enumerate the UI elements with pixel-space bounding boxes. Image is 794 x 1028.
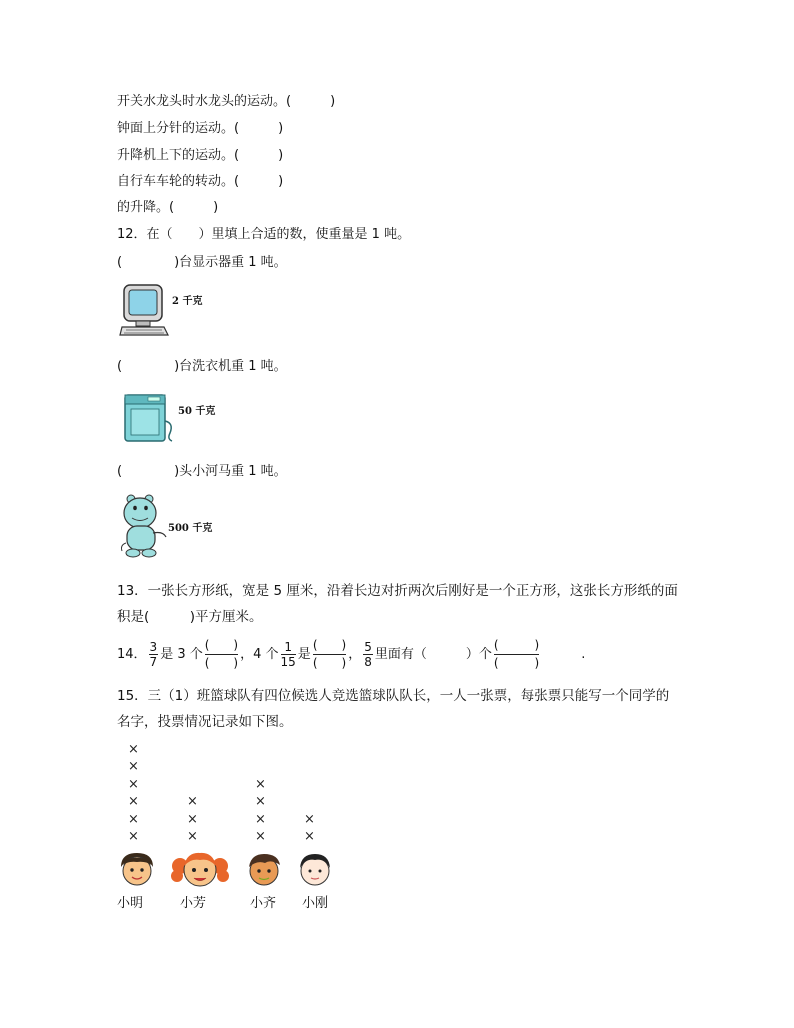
blank-denominator: ( ) [204, 656, 239, 670]
motion-item: 开关水龙头时水龙头的运动。( ) [117, 94, 336, 109]
vote-mark: × [255, 776, 266, 792]
vote-mark: × [128, 829, 139, 844]
boy-face-icon [296, 851, 334, 887]
vote-mark: × [187, 794, 198, 809]
blank-denominator: ( ) [493, 656, 540, 670]
q12-item-hippo: ( )头小河马重 1 吨。 [117, 464, 287, 479]
fraction-3-7 [149, 641, 159, 668]
q12-stem: 12．在（ ）里填上合适的数，使重量是 1 吨。 [117, 227, 411, 242]
answer-fraction-blank [494, 639, 539, 670]
fraction-numerator: 3 [149, 640, 158, 654]
motion-item: 自行车车轮的转动。( ) [117, 174, 284, 189]
blank-numerator: ( ) [205, 639, 238, 655]
vote-mark: × [128, 776, 139, 792]
fraction-5-8 [363, 641, 373, 668]
fraction-numerator: 1 [281, 641, 296, 655]
candidate-name: 小明 [117, 896, 144, 911]
candidate-name: 小刚 [302, 896, 329, 911]
hippo-icon [117, 493, 169, 561]
vote-mark: × [255, 794, 266, 809]
candidate-name: 小齐 [250, 896, 277, 911]
q14-end: . [581, 647, 586, 662]
fraction-denominator: 8 [364, 655, 372, 669]
boy-face-icon [245, 851, 283, 887]
vote-mark: × [128, 741, 139, 757]
blank-numerator: ( ) [494, 639, 539, 655]
vote-mark: × [128, 794, 139, 809]
q13-line1: 13．一张长方形纸，宽是 5 厘米，沿着长边对折两次后刚好是一个正方形，这张长方形纸的面 [117, 583, 678, 599]
fraction-numerator: 5 [364, 640, 372, 654]
vote-mark: × [304, 829, 315, 844]
boy-face-icon [118, 851, 156, 887]
q12-item-monitor: ( )台显示器重 1 吨。 [117, 255, 287, 270]
washing-machine-icon [122, 391, 176, 445]
q14-text: 是 [297, 647, 311, 662]
vote-mark: × [128, 759, 139, 774]
q12-item-washer: ( )台洗衣机重 1 吨。 [117, 359, 287, 374]
computer-monitor-icon [118, 283, 170, 339]
q13-line2: 积是( )平方厘米。 [117, 609, 263, 625]
hippo-weight: 500 千克 [168, 523, 213, 534]
q14-line [117, 636, 585, 674]
blank-denominator: ( ) [312, 656, 347, 670]
washer-weight: 50 千克 [178, 406, 216, 417]
q14-label: 14． [117, 647, 147, 662]
vote-mark: × [255, 829, 266, 844]
girl-face-icon [171, 848, 229, 890]
motion-item: 钟面上分针的运动。( ) [117, 121, 284, 136]
vote-mark: × [128, 811, 139, 827]
fraction-denominator: 15 [280, 655, 296, 669]
monitor-weight: 2 千克 [172, 296, 203, 307]
q15-line2: 名字，投票情况记录如下图。 [117, 714, 293, 730]
vote-mark: × [304, 811, 315, 827]
motion-item: 的升降。( ) [117, 200, 219, 215]
candidate-name: 小芳 [180, 896, 207, 911]
vote-mark: × [187, 829, 198, 844]
q14-text: ，4 个 [240, 647, 279, 662]
motion-item: 升降机上下的运动。( ) [117, 148, 284, 163]
answer-fraction-blank [205, 639, 238, 670]
q14-text: 里面有（ ）个 [374, 647, 492, 662]
q15-line1: 15．三（1）班篮球队有四位候选人竞选篮球队队长，一人一张票，每张票只能写一个同学的 [117, 688, 670, 704]
vote-mark: × [255, 811, 266, 827]
q14-text: 是 3 个 [160, 647, 203, 662]
vote-mark: × [187, 811, 198, 827]
fraction-denominator: 7 [149, 655, 158, 669]
blank-numerator: ( ) [313, 639, 346, 655]
answer-fraction-blank [313, 639, 346, 670]
q14-text: ， [348, 647, 362, 662]
fraction-1-15 [281, 641, 296, 668]
